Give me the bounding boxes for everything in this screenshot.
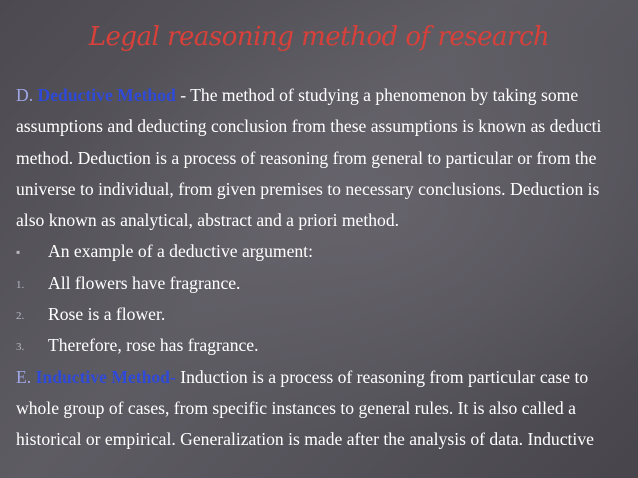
- inductive-line-1: [16, 362, 638, 393]
- example-item-3-marker: 3.: [16, 341, 25, 354]
- example-item-1: [16, 268, 638, 299]
- deductive-line-5: also known as analytical, abstract and a priori method.: [16, 210, 400, 231]
- example-intro: [16, 236, 638, 267]
- example-item-3: [16, 330, 638, 361]
- inductive-line-3: historical or empirical. Generalization is made after the analysis of data. Inductive: [16, 429, 594, 450]
- deductive-heading: Deductive Method: [37, 85, 176, 105]
- slide-title: Legal reasoning method of research: [88, 22, 550, 52]
- deductive-text: The method of studying a phenomenon by taking some: [190, 85, 579, 105]
- deductive-line-3: method. Deduction is a process of reasoning from general to particular or from the: [16, 147, 597, 168]
- inductive-text: Induction is a process of reasoning from particular case to: [180, 366, 589, 387]
- deductive-line-2: assumptions and deducting conclusion from these assumptions is known as deducti: [16, 116, 602, 137]
- example-item-1-marker: 1.: [16, 278, 25, 291]
- slide-body: [16, 80, 638, 456]
- deductive-line-4: universe to individual, from given premises to necessary conclusions. Deduction is: [16, 178, 600, 199]
- deductive-separator: -: [175, 85, 191, 105]
- example-item-2-text: Rose is a flower.: [48, 304, 166, 325]
- deductive-letter: D.: [16, 85, 34, 105]
- example-item-2-marker: 2.: [16, 310, 25, 323]
- example-item-3-text: Therefore, rose has fragrance.: [48, 335, 259, 356]
- deductive-line-1: [16, 80, 638, 111]
- bullet-icon: ▪: [16, 245, 21, 260]
- example-item-2: [16, 299, 638, 330]
- inductive-letter: E.: [16, 366, 32, 387]
- example-intro-text: An example of a deductive argument:: [48, 241, 313, 262]
- inductive-heading: Inductive Method-: [35, 366, 176, 387]
- inductive-line-2: whole group of cases, from specific instances to general rules. It is also called a: [16, 397, 576, 418]
- example-item-1-text: All flowers have fragrance.: [48, 272, 241, 293]
